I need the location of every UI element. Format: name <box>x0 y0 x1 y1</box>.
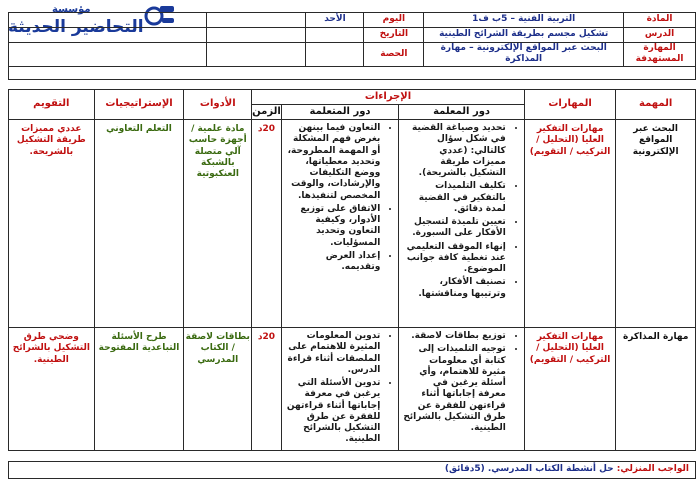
list-item: • تحديد وصياغة القضية في شكل سؤال كالتالي: (عددي مميزات طريقة التشكيل بالشريحة). <box>403 123 505 179</box>
lesson-label: الدرس <box>624 28 696 43</box>
evaluation-cell: عددي مميزات طريقة التشكيل بالشريحة. <box>9 120 95 328</box>
evaluation-header: التقويم <box>9 90 95 120</box>
subject-value: التربية الفنية – 5ب ف1 <box>424 13 624 28</box>
period-value <box>306 43 364 67</box>
skills-header: المهارات <box>524 90 616 120</box>
list-item: • تصنيف الأفكار، وترتيبها ومناقشتها. <box>403 277 505 300</box>
task-header: المهمة <box>616 90 696 120</box>
tools-cell: مادة علمية / أجهزة حاسب آلي متصلة بالشبكة العنكبوتية <box>184 120 252 328</box>
task-cell: البحث عبر المواقع الإلكترونية <box>616 120 696 328</box>
procedures-header: الإجراءات <box>252 90 525 105</box>
table-row <box>9 328 696 451</box>
tools-header: الأدوات <box>184 90 252 120</box>
day-label: اليوم <box>364 13 424 28</box>
target-skill-label: المهارة المستهدفة <box>624 43 696 67</box>
logo-small-text: مؤسسة <box>52 4 91 15</box>
day-value: الأحد <box>306 13 364 28</box>
lesson-plan-table <box>8 89 696 451</box>
spacer-row <box>9 66 696 79</box>
homework-text: حل أنشطة الكتاب المدرسي. (5دقائق) <box>444 464 614 474</box>
homework-bar <box>8 461 696 479</box>
empty-cell <box>9 28 207 43</box>
student-role-cell <box>281 328 399 451</box>
teacher-role-header: دور المعلمة <box>399 105 524 120</box>
time-cell: 20د <box>252 120 282 328</box>
logo-main-text: التحاضير الحديثة <box>8 17 144 37</box>
student-role-header: دور المتعلمة <box>281 105 399 120</box>
list-item: • تعيين تلميذة لتسجيل الأفكار على السبورة. <box>403 217 505 240</box>
teacher-role-cell <box>399 328 524 451</box>
skills-cell: مهارات التفكير العليا (التحليل / التركيب / التقويم) <box>524 120 616 328</box>
period-label: الحصة <box>364 43 424 67</box>
tools-cell: بطاقات لاصقة / الكتاب المدرسي <box>184 328 252 451</box>
target-skill-value: البحث عبر المواقع الإلكترونية – مهارة المذاكرة <box>424 43 624 67</box>
evaluation-cell: وضحي طرق التشكيل بالشرائح الطينية. <box>9 328 95 451</box>
list-item: • الاتفاق على توزيع الأدوار، وكيفية التعاون وتحديد المسؤليات. <box>286 204 381 249</box>
empty-cell <box>9 13 207 28</box>
list-item: • توزيع بطاقات لاصقة. <box>403 331 505 342</box>
skills-cell: مهارات التفكير العليا (التحليل / التركيب / التقويم) <box>524 328 616 451</box>
date-label: التاريخ <box>364 28 424 43</box>
list-item: • تدوين الأسئلة التي يرغبن في معرفة إجاباتها أثناء قراءتهن للفقرة عن طرق التشكيل بالشرائح الطينية. <box>286 378 381 446</box>
empty-cell <box>206 28 306 43</box>
subject-label: المادة <box>624 13 696 28</box>
date-value <box>306 28 364 43</box>
homework-label: الواجب المنزلي: <box>616 464 689 474</box>
list-item: • إعداد العرض وتقديمه. <box>286 251 381 274</box>
lesson-header-table <box>8 12 696 80</box>
empty-cell <box>206 13 306 28</box>
strategy-cell: طرح الأسئلة التباعدية المفتوحة <box>94 328 184 451</box>
lesson-value: تشكيل مجسم بطريقة الشرائح الطينية <box>424 28 624 43</box>
time-cell: 20د <box>252 328 282 451</box>
strategies-header: الإستراتيجيات <box>94 90 184 120</box>
empty-cell <box>206 43 306 67</box>
task-cell: مهارة المذاكرة <box>616 328 696 451</box>
list-item: • إنهاء الموقف التعليمي عند تغطية كافة جوانب الموضوع. <box>403 242 505 276</box>
teacher-role-cell <box>399 120 524 328</box>
list-item: • تكليف التلميذات بالتفكير في القضية لمدة دقائق. <box>403 181 505 215</box>
list-item: • تدوين المعلومات المثيرة للاهتمام على الملصقات أثناء قراءة الدرس. <box>286 331 381 376</box>
table-row <box>9 120 696 328</box>
list-item: • التعاون فيما بينهن بغرض فهم المشكلة أو المهمة المطروحة، وتحديد معطياتها، ووضع التكليفات والإرشادات، والوقت المخصص لتنفيذها. <box>286 123 381 202</box>
time-header: الزمن <box>252 105 282 120</box>
strategy-cell: التعلم التعاوني <box>94 120 184 328</box>
student-role-cell <box>281 120 399 328</box>
list-item: • توجيه التلميذات إلى كتابة أي معلومات مثيرة للاهتمام، وأي أسئلة يرغبن في معرفة إجاباتها أثناء قراءتهن للفقرة عن طرق التشكيل بالشرائح الطينية. <box>403 344 505 434</box>
empty-cell <box>9 43 207 67</box>
